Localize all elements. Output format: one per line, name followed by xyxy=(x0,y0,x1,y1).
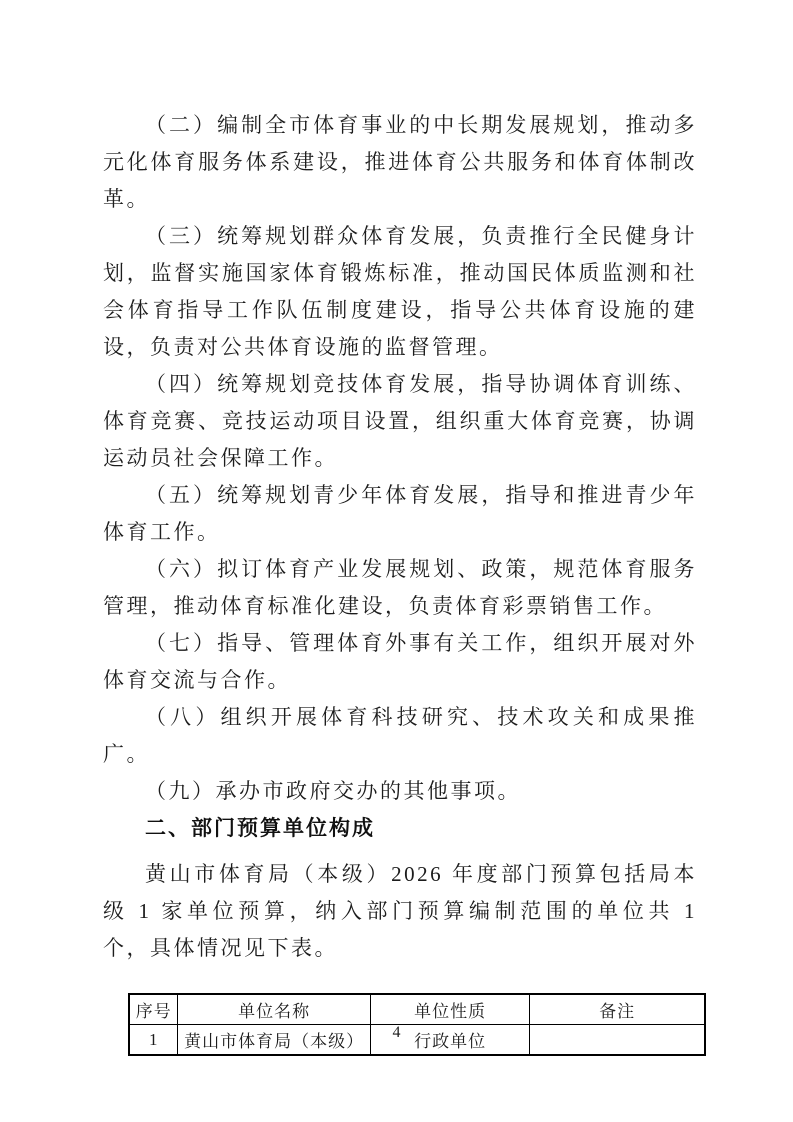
section-heading: 二、部门预算单位构成 xyxy=(145,817,375,840)
body-paragraph-2: （二）编制全市体育事业的中长期发展规划，推动多元化体育服务体系建设，推进体育公共服务和体育体制改革。 xyxy=(103,113,697,211)
table-header-type: 单位性质 xyxy=(370,994,530,1025)
table-header-row xyxy=(129,994,705,1025)
body-paragraph-4: （四）统筹规划竞技体育发展，指导协调体育训练、体育竞赛、竞技运动项目设置，组织重大体育竞赛，协调运动员社会保障工作。 xyxy=(103,372,697,470)
table-cell-type: 行政单位 xyxy=(370,1025,530,1056)
table-header-name: 单位名称 xyxy=(178,994,370,1025)
page-number: 4 xyxy=(392,1024,401,1041)
table-header-remark: 备注 xyxy=(530,994,705,1025)
body-paragraph-3: （三）统筹规划群众体育发展，负责推行全民健身计划，监督实施国家体育锻炼标准，推动国民体质监测和社会体育指导工作队伍制度建设，指导公共体育设施的建设，负责对公共体育设施的监督管理。 xyxy=(103,224,697,359)
table-header-index: 序号 xyxy=(129,994,178,1025)
body-paragraph-6: （六）拟订体育产业发展规划、政策，规范体育服务管理，推动体育标准化建设，负责体育彩票销售工作。 xyxy=(103,557,697,618)
table-cell-index: 1 xyxy=(129,1025,178,1056)
intro-paragraph: 黄山市体育局（本级）2026 年度部门预算包括局本级 1 家单位预算，纳入部门预算编制范围的单位共 1 个，具体情况见下表。 xyxy=(103,862,697,960)
body-paragraph-8: （八）组织开展体育科技研究、技术攻关和成果推广。 xyxy=(103,705,697,766)
body-paragraph-9: （九）承办市政府交办的其他事项。 xyxy=(145,779,521,803)
table-cell-name: 黄山市体育局（本级） xyxy=(178,1025,370,1056)
body-paragraph-5: （五）统筹规划青少年体育发展，指导和推进青少年体育工作。 xyxy=(103,483,697,544)
body-paragraph-7: （七）指导、管理体育外事有关工作，组织开展对外体育交流与合作。 xyxy=(103,631,697,692)
